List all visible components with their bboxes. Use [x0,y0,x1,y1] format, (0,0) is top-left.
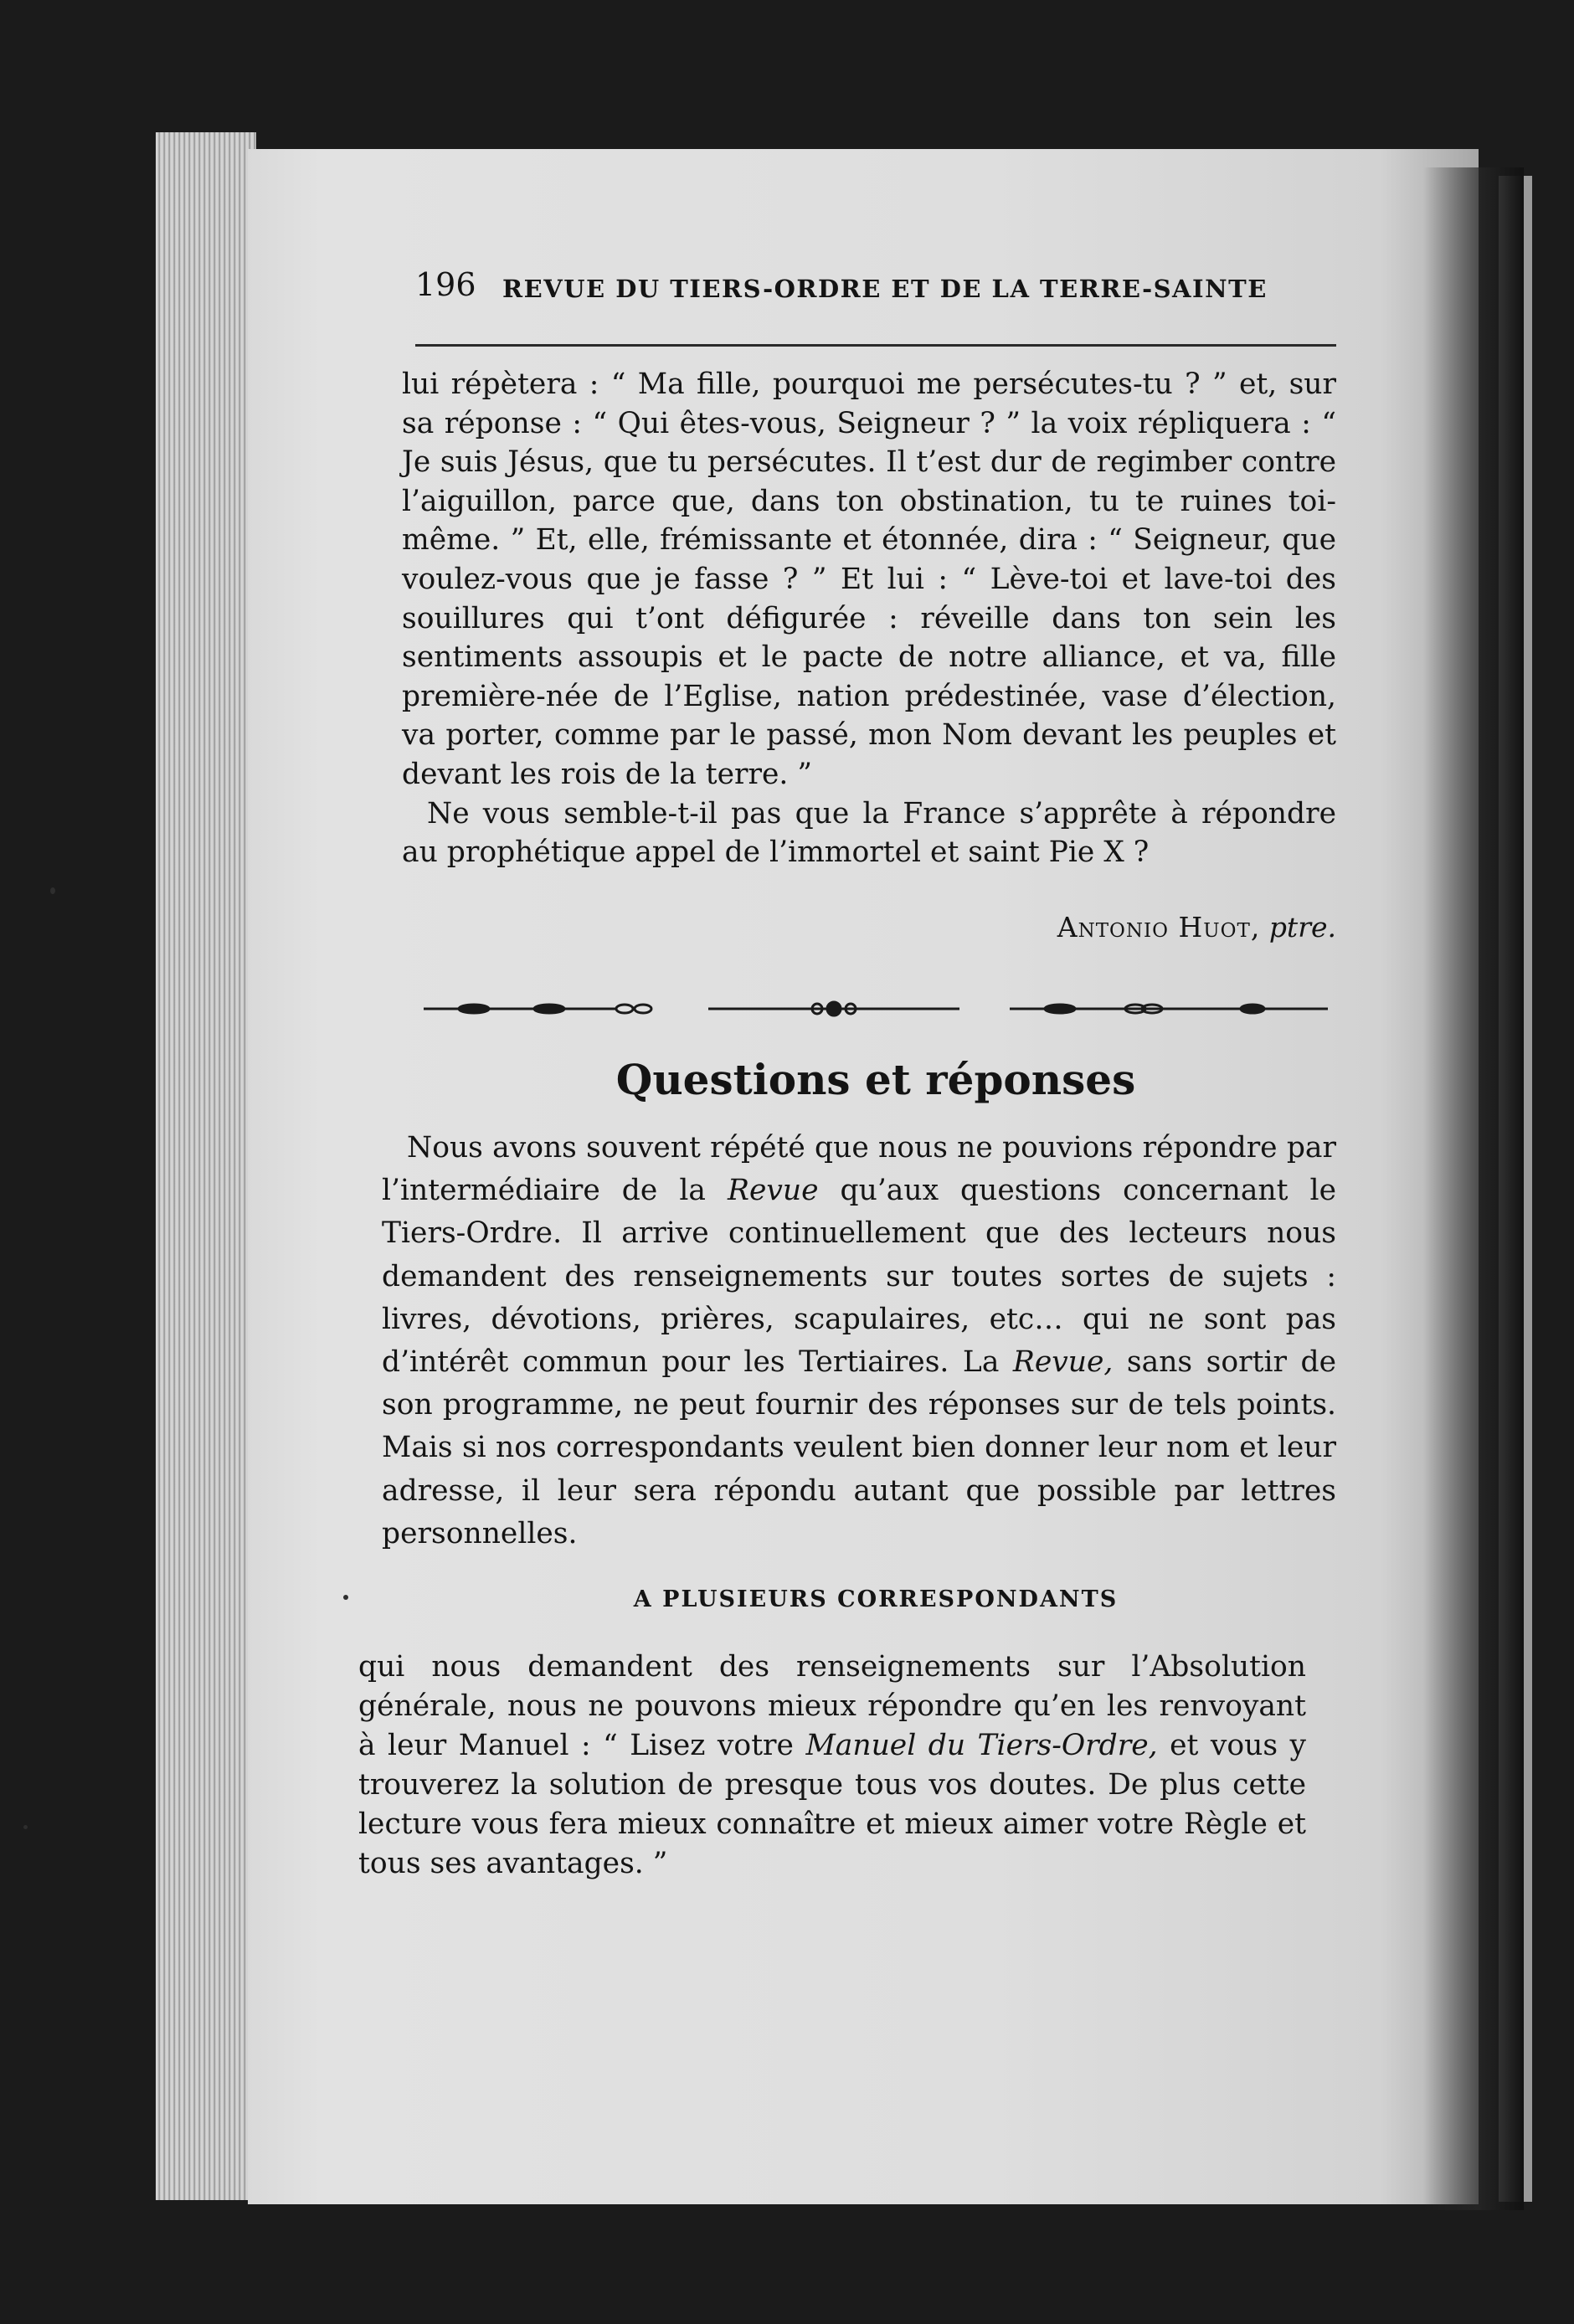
author-title: ptre. [1268,911,1336,943]
page-number: 196 [415,266,476,303]
header-rule [415,344,1336,347]
answer-text: qui nous demandent des renseignements sur l’Absolution générale, nous ne pouvons mieux répondre qu’en les renvoyant à leur Manuel : “ Lisez votre [358,1650,1306,1762]
page-header [415,266,1336,316]
intro-text: Nous avons souvent répété que nous ne pouvions répondre par l’intermédiaire de la [382,1131,1336,1208]
dust-speck [343,1595,348,1600]
gutter-shadow [1423,167,1524,2210]
article-body [402,365,1336,872]
intro-text: qu’aux questions concernant le Tiers-Ordre. Il arrive continuellement que des lecteurs nous demandent des renseignements sur toutes sortes de sujets : livres, dévotions, prières, scapulaires, etc… qui ne sont pas d’intérêt commun pour les Tertiaires. La [382,1174,1336,1380]
dust-speck [50,887,55,894]
author-name: Antonio Huot, [1057,911,1261,943]
dust-speck [23,1825,28,1829]
intro-revue: Revue [727,1174,819,1208]
answer-body [358,1648,1306,1884]
article-paragraph: lui répètera : “ Ma fille, pourquoi me persécutes-tu ? ” et, sur sa réponse : “ Qui êtes-vous, Seigneur ? ” la voix répliquera : “ Je suis Jésus, que tu persécutes. Il t’est dur de regimber contre l’aiguillon, parce que, dans ton obstination, tu te ruines toi-même. ” Et, elle, frémissante et étonnée, dira : “ Seigneur, que voulez-vous que je fasse ? ” Et lui : “ Lève-toi et lave-toi des souillures qui t’ont défigurée : réveille dans ton sein les sentiments assoupis et le pacte de notre alliance, et va, fille première-née de l’Eglise, nation prédestinée, vase d’élection, va porter, comme par le passé, mon Nom devant les peuples et devant les rois de la terre. ” [402,368,1336,791]
section-intro [382,1127,1336,1555]
answer-text: et vous y trouverez la solution de presque tous vos doutes. De plus cette lecture vous fera mieux connaître et mieux aimer votre Règle et tous ses avantages. ” [358,1729,1307,1880]
article-paragraph: Ne vous semble-t-il pas que la France s’apprête à répondre au prophétique appel de l’immortel et saint Pie X ? [402,796,1336,870]
subheading: A PLUSIEURS CORRESPONDANTS [633,1586,1119,1612]
section-title: Questions et réponses [615,1055,1136,1104]
intro-revue: Revue, [1012,1345,1114,1380]
manual-title: Manuel du Tiers-Ordre, [805,1729,1158,1762]
author-signature [901,911,1336,943]
intro-text: sans sortir de son programme, ne peut fournir des réponses sur de tels points. Mais si nos correspondants veulent bien donner leur nom et leur adresse, il leur sera répondu autant que possible par lettres personnelles. [382,1345,1336,1550]
book-page [248,149,1479,2204]
ornamental-divider [424,992,1328,1026]
answer-paragraph [358,1648,1306,1884]
intro-paragraph [382,1127,1336,1555]
stacked-page-edges [156,132,256,2200]
running-head: REVUE DU TIERS-ORDRE ET DE LA TERRE-SAINTE [502,275,1268,303]
